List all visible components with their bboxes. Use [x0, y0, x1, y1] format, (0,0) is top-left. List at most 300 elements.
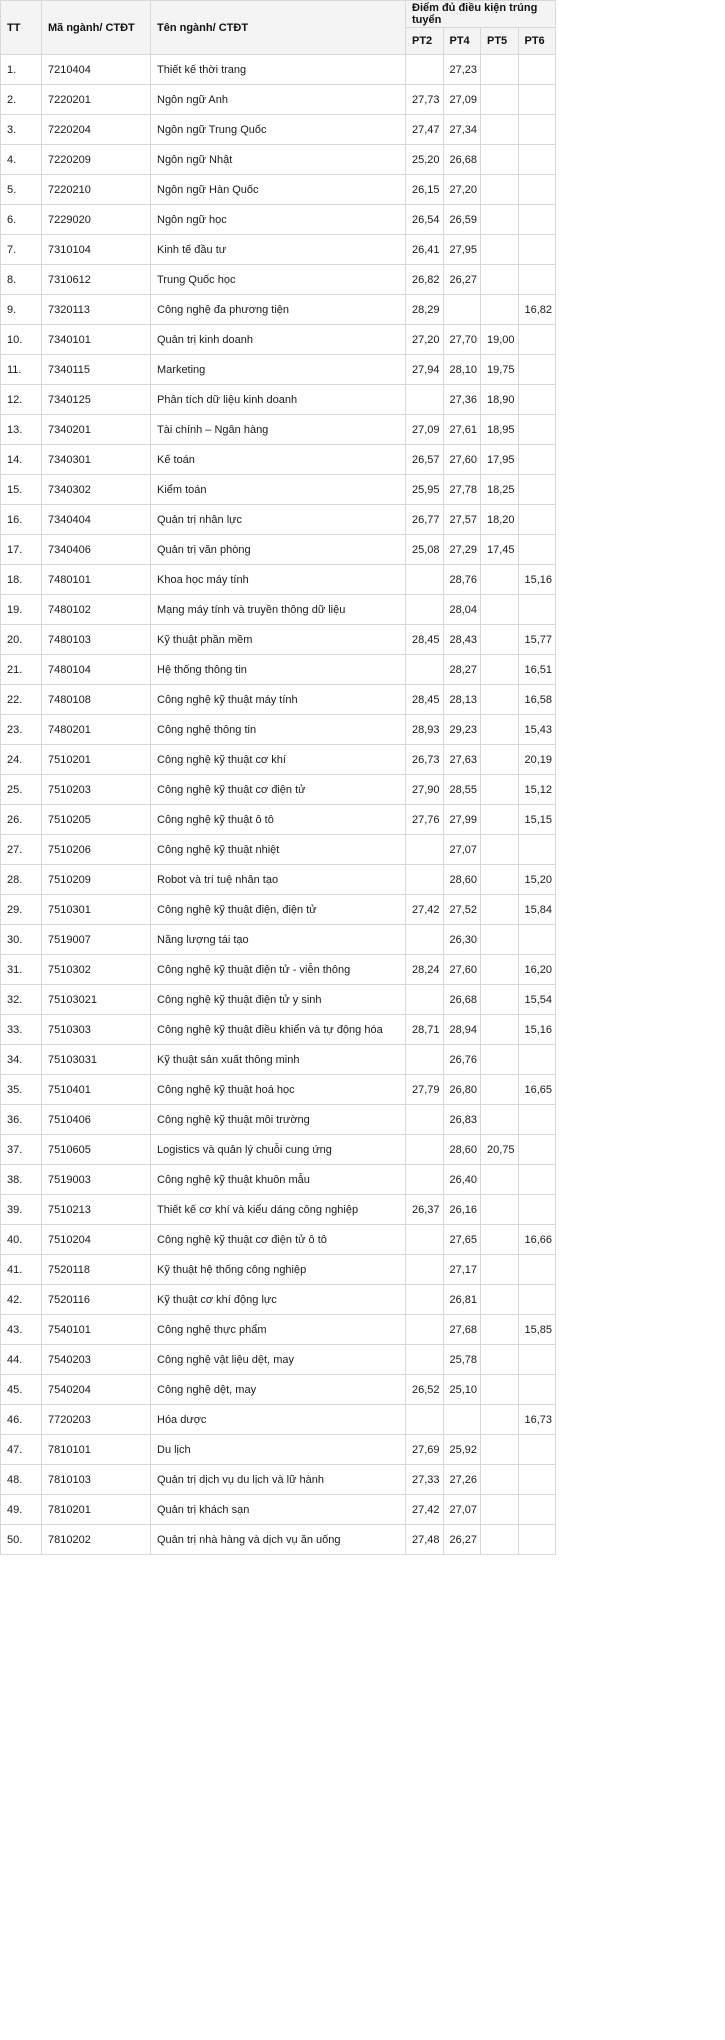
cell-tt: 19. — [1, 595, 42, 625]
cell-pt6 — [518, 205, 556, 235]
cell-major-code: 7340125 — [42, 385, 151, 415]
cell-major-name: Ngôn ngữ Hàn Quốc — [151, 175, 406, 205]
cell-pt6: 15,77 — [518, 625, 556, 655]
cell-pt5 — [481, 895, 519, 925]
table-row — [1, 1255, 556, 1285]
cell-major-code: 7510203 — [42, 775, 151, 805]
cell-pt2: 26,52 — [406, 1375, 444, 1405]
cell-tt: 41. — [1, 1255, 42, 1285]
cell-pt6 — [518, 1435, 556, 1465]
cell-pt6 — [518, 145, 556, 175]
cell-pt4: 27,95 — [443, 235, 481, 265]
cell-pt4: 28,60 — [443, 1135, 481, 1165]
cell-major-name: Quản trị kinh doanh — [151, 325, 406, 355]
cell-pt2 — [406, 1405, 444, 1435]
table-row — [1, 865, 556, 895]
cell-major-code: 7220210 — [42, 175, 151, 205]
cell-pt2 — [406, 1135, 444, 1165]
table-row — [1, 685, 556, 715]
cell-pt5 — [481, 1435, 519, 1465]
cell-pt2: 26,54 — [406, 205, 444, 235]
cell-major-name: Công nghệ thực phẩm — [151, 1315, 406, 1345]
cell-major-name: Tài chính – Ngân hàng — [151, 415, 406, 445]
cell-tt: 25. — [1, 775, 42, 805]
cell-tt: 21. — [1, 655, 42, 685]
cell-tt: 14. — [1, 445, 42, 475]
cell-major-code: 7340404 — [42, 505, 151, 535]
cell-pt5 — [481, 1495, 519, 1525]
cell-pt6 — [518, 1525, 556, 1555]
cell-major-name: Quản trị khách sạn — [151, 1495, 406, 1525]
cell-major-name: Công nghệ dệt, may — [151, 1375, 406, 1405]
cell-pt4: 28,76 — [443, 565, 481, 595]
cell-pt2: 28,93 — [406, 715, 444, 745]
cell-major-name: Công nghệ thông tin — [151, 715, 406, 745]
cell-tt: 42. — [1, 1285, 42, 1315]
cell-pt2 — [406, 1255, 444, 1285]
cell-pt5 — [481, 775, 519, 805]
cell-major-name: Kiểm toán — [151, 475, 406, 505]
cell-pt5 — [481, 265, 519, 295]
table-row — [1, 1105, 556, 1135]
cell-tt: 22. — [1, 685, 42, 715]
column-header-pt5: PT5 — [481, 28, 519, 55]
cell-major-name: Hệ thống thông tin — [151, 655, 406, 685]
cell-pt5 — [481, 655, 519, 685]
cell-pt4: 25,92 — [443, 1435, 481, 1465]
cell-major-code: 7480101 — [42, 565, 151, 595]
cell-pt4: 26,83 — [443, 1105, 481, 1135]
table-row — [1, 1075, 556, 1105]
cell-major-code: 7810201 — [42, 1495, 151, 1525]
cell-pt2 — [406, 1165, 444, 1195]
cell-pt5 — [481, 235, 519, 265]
cell-pt5 — [481, 1105, 519, 1135]
cell-pt2: 28,45 — [406, 685, 444, 715]
cell-pt5 — [481, 565, 519, 595]
cell-pt2 — [406, 565, 444, 595]
cell-pt6: 15,85 — [518, 1315, 556, 1345]
cell-tt: 31. — [1, 955, 42, 985]
cell-pt5: 18,25 — [481, 475, 519, 505]
cell-major-name: Công nghệ kỹ thuật điều khiển và tự động hóa — [151, 1015, 406, 1045]
cell-tt: 46. — [1, 1405, 42, 1435]
cell-pt6 — [518, 1495, 556, 1525]
table-row — [1, 775, 556, 805]
table-row — [1, 805, 556, 835]
cell-major-name: Quản trị nhà hàng và dịch vụ ăn uống — [151, 1525, 406, 1555]
cell-pt6: 15,43 — [518, 715, 556, 745]
cell-pt6: 16,58 — [518, 685, 556, 715]
cell-pt5 — [481, 715, 519, 745]
cell-major-name: Du lịch — [151, 1435, 406, 1465]
cell-pt4: 27,70 — [443, 325, 481, 355]
cell-pt5 — [481, 1525, 519, 1555]
cell-pt5 — [481, 85, 519, 115]
cell-major-name: Công nghệ đa phương tiện — [151, 295, 406, 325]
column-header-score-group: Điểm đủ điều kiện trúng tuyển — [406, 1, 556, 28]
table-row — [1, 835, 556, 865]
cell-pt4: 27,52 — [443, 895, 481, 925]
cell-pt5: 18,95 — [481, 415, 519, 445]
cell-major-name: Công nghệ kỹ thuật máy tính — [151, 685, 406, 715]
cell-pt6 — [518, 1165, 556, 1195]
cell-pt5 — [481, 955, 519, 985]
table-body — [1, 55, 556, 1555]
cell-major-code: 7340301 — [42, 445, 151, 475]
table-row — [1, 55, 556, 85]
cell-pt4: 27,34 — [443, 115, 481, 145]
cell-pt6 — [518, 925, 556, 955]
cell-tt: 34. — [1, 1045, 42, 1075]
cell-pt5: 17,95 — [481, 445, 519, 475]
cell-tt: 33. — [1, 1015, 42, 1045]
cell-pt5 — [481, 625, 519, 655]
cell-pt6: 15,12 — [518, 775, 556, 805]
cell-pt6: 15,16 — [518, 1015, 556, 1045]
cell-major-code: 7510213 — [42, 1195, 151, 1225]
cell-pt2: 27,47 — [406, 115, 444, 145]
cell-major-name: Ngôn ngữ Nhật — [151, 145, 406, 175]
table-row — [1, 445, 556, 475]
cell-tt: 28. — [1, 865, 42, 895]
table-row — [1, 895, 556, 925]
cell-major-code: 7510303 — [42, 1015, 151, 1045]
table-row — [1, 1435, 556, 1465]
cell-pt4 — [443, 1405, 481, 1435]
cell-major-code: 7220204 — [42, 115, 151, 145]
cell-tt: 16. — [1, 505, 42, 535]
cell-pt6 — [518, 355, 556, 385]
cell-major-code: 7480201 — [42, 715, 151, 745]
cell-pt4: 27,07 — [443, 835, 481, 865]
cell-pt5 — [481, 1195, 519, 1225]
cell-major-name: Mạng máy tính và truyền thông dữ liệu — [151, 595, 406, 625]
cell-pt2 — [406, 1345, 444, 1375]
cell-pt2 — [406, 1285, 444, 1315]
cell-pt5 — [481, 1465, 519, 1495]
cell-tt: 12. — [1, 385, 42, 415]
cell-pt2: 25,20 — [406, 145, 444, 175]
table-row — [1, 265, 556, 295]
table-row — [1, 1525, 556, 1555]
cell-major-name: Phân tích dữ liệu kinh doanh — [151, 385, 406, 415]
cell-major-code: 7510401 — [42, 1075, 151, 1105]
cell-pt4: 28,04 — [443, 595, 481, 625]
cell-pt5 — [481, 745, 519, 775]
cell-tt: 9. — [1, 295, 42, 325]
cell-major-name: Kinh tế đầu tư — [151, 235, 406, 265]
table-row — [1, 655, 556, 685]
cell-pt4: 28,10 — [443, 355, 481, 385]
table-row — [1, 595, 556, 625]
cell-major-code: 75103021 — [42, 985, 151, 1015]
cell-pt5: 18,90 — [481, 385, 519, 415]
table-row — [1, 745, 556, 775]
cell-major-name: Kế toán — [151, 445, 406, 475]
cell-pt5: 18,20 — [481, 505, 519, 535]
table-row — [1, 1465, 556, 1495]
cell-pt4: 27,36 — [443, 385, 481, 415]
cell-pt6 — [518, 265, 556, 295]
cell-pt5 — [481, 1285, 519, 1315]
cell-major-name: Công nghệ kỹ thuật nhiệt — [151, 835, 406, 865]
cell-major-code: 7340201 — [42, 415, 151, 445]
cell-tt: 7. — [1, 235, 42, 265]
cell-tt: 30. — [1, 925, 42, 955]
cell-pt2: 27,42 — [406, 1495, 444, 1525]
cell-pt2 — [406, 1045, 444, 1075]
cell-major-code: 7510301 — [42, 895, 151, 925]
cell-tt: 2. — [1, 85, 42, 115]
table-header — [1, 1, 556, 55]
cell-major-code: 7510204 — [42, 1225, 151, 1255]
table-row — [1, 475, 556, 505]
table-row — [1, 1405, 556, 1435]
cell-major-code: 7340115 — [42, 355, 151, 385]
cell-major-code: 75103031 — [42, 1045, 151, 1075]
cell-pt2: 25,08 — [406, 535, 444, 565]
cell-pt5 — [481, 1045, 519, 1075]
cell-pt6 — [518, 175, 556, 205]
cell-pt2: 26,82 — [406, 265, 444, 295]
table-row — [1, 1375, 556, 1405]
cell-pt6: 16,51 — [518, 655, 556, 685]
cell-major-code: 7229020 — [42, 205, 151, 235]
cell-pt6: 15,16 — [518, 565, 556, 595]
cell-pt6: 16,66 — [518, 1225, 556, 1255]
cell-pt4: 25,10 — [443, 1375, 481, 1405]
cell-pt2 — [406, 1315, 444, 1345]
cell-major-code: 7540101 — [42, 1315, 151, 1345]
cell-tt: 27. — [1, 835, 42, 865]
cell-pt5 — [481, 1315, 519, 1345]
table-row — [1, 1165, 556, 1195]
cell-pt4: 26,27 — [443, 1525, 481, 1555]
cell-pt5 — [481, 55, 519, 85]
table-row — [1, 295, 556, 325]
cell-pt4: 27,99 — [443, 805, 481, 835]
cell-pt2: 27,73 — [406, 85, 444, 115]
cell-pt5 — [481, 115, 519, 145]
cell-tt: 44. — [1, 1345, 42, 1375]
cell-tt: 11. — [1, 355, 42, 385]
table-row — [1, 505, 556, 535]
cell-pt2: 27,79 — [406, 1075, 444, 1105]
cell-pt6: 15,20 — [518, 865, 556, 895]
table-row — [1, 1195, 556, 1225]
table-row — [1, 205, 556, 235]
cell-major-code: 7220201 — [42, 85, 151, 115]
cell-pt6: 16,73 — [518, 1405, 556, 1435]
cell-pt4: 26,68 — [443, 985, 481, 1015]
cell-pt5 — [481, 805, 519, 835]
cell-major-name: Công nghệ kỹ thuật khuôn mẫu — [151, 1165, 406, 1195]
cell-pt5 — [481, 145, 519, 175]
cell-pt4: 27,17 — [443, 1255, 481, 1285]
table-row — [1, 1495, 556, 1525]
cell-major-code: 7340101 — [42, 325, 151, 355]
table-row — [1, 325, 556, 355]
cell-pt6: 15,84 — [518, 895, 556, 925]
column-header-major-name: Tên ngành/ CTĐT — [151, 1, 406, 55]
cell-pt5 — [481, 1165, 519, 1195]
cell-pt5 — [481, 205, 519, 235]
cell-pt6 — [518, 1465, 556, 1495]
cell-major-name: Robot và trí tuệ nhân tạo — [151, 865, 406, 895]
cell-major-code: 7810101 — [42, 1435, 151, 1465]
cell-pt6 — [518, 1345, 556, 1375]
cell-pt5 — [481, 685, 519, 715]
table-row — [1, 625, 556, 655]
cell-tt: 5. — [1, 175, 42, 205]
cell-pt2: 27,90 — [406, 775, 444, 805]
cell-pt5 — [481, 1375, 519, 1405]
cell-major-code: 7510302 — [42, 955, 151, 985]
cell-pt4: 27,26 — [443, 1465, 481, 1495]
cell-pt4: 26,80 — [443, 1075, 481, 1105]
cell-pt2 — [406, 985, 444, 1015]
cell-tt: 39. — [1, 1195, 42, 1225]
cell-pt2: 27,42 — [406, 895, 444, 925]
cell-tt: 35. — [1, 1075, 42, 1105]
cell-major-name: Quản trị văn phòng — [151, 535, 406, 565]
cell-major-name: Công nghệ kỹ thuật điện tử y sinh — [151, 985, 406, 1015]
cell-pt4: 26,68 — [443, 145, 481, 175]
cell-pt2 — [406, 865, 444, 895]
cell-pt4: 27,61 — [443, 415, 481, 445]
cell-pt6 — [518, 535, 556, 565]
table-row — [1, 565, 556, 595]
cell-pt4: 27,20 — [443, 175, 481, 205]
cell-major-name: Công nghệ vật liệu dệt, may — [151, 1345, 406, 1375]
cell-major-code: 7810103 — [42, 1465, 151, 1495]
cell-major-name: Năng lượng tái tạo — [151, 925, 406, 955]
cell-major-name: Thiết kế thời trang — [151, 55, 406, 85]
cell-major-name: Hóa dược — [151, 1405, 406, 1435]
cell-pt2: 26,37 — [406, 1195, 444, 1225]
cell-pt5 — [481, 175, 519, 205]
cell-tt: 17. — [1, 535, 42, 565]
cell-major-name: Kỹ thuật hệ thống công nghiệp — [151, 1255, 406, 1285]
cell-tt: 47. — [1, 1435, 42, 1465]
table-row — [1, 145, 556, 175]
cell-pt4: 28,13 — [443, 685, 481, 715]
cell-major-code: 7480104 — [42, 655, 151, 685]
cell-pt4: 28,94 — [443, 1015, 481, 1045]
cell-tt: 38. — [1, 1165, 42, 1195]
cell-tt: 1. — [1, 55, 42, 85]
cell-tt: 43. — [1, 1315, 42, 1345]
cell-tt: 29. — [1, 895, 42, 925]
cell-major-code: 7340302 — [42, 475, 151, 505]
cell-pt4: 26,30 — [443, 925, 481, 955]
cell-pt6: 20,19 — [518, 745, 556, 775]
cell-major-name: Ngôn ngữ Trung Quốc — [151, 115, 406, 145]
cell-pt2: 26,15 — [406, 175, 444, 205]
cell-pt2 — [406, 1225, 444, 1255]
cell-major-name: Công nghệ kỹ thuật điện tử - viễn thông — [151, 955, 406, 985]
cell-tt: 15. — [1, 475, 42, 505]
cell-pt4: 27,63 — [443, 745, 481, 775]
cell-major-name: Công nghệ kỹ thuật môi trường — [151, 1105, 406, 1135]
table-row — [1, 175, 556, 205]
cell-pt4: 27,68 — [443, 1315, 481, 1345]
cell-pt6 — [518, 85, 556, 115]
cell-pt6: 16,82 — [518, 295, 556, 325]
cell-major-code: 7210404 — [42, 55, 151, 85]
cell-pt4: 26,16 — [443, 1195, 481, 1225]
cell-pt2 — [406, 925, 444, 955]
cell-pt2: 28,29 — [406, 295, 444, 325]
cell-pt4: 27,09 — [443, 85, 481, 115]
cell-pt6: 16,65 — [518, 1075, 556, 1105]
cell-pt5 — [481, 835, 519, 865]
cell-tt: 36. — [1, 1105, 42, 1135]
cell-major-code: 7520118 — [42, 1255, 151, 1285]
cell-major-name: Thiết kế cơ khí và kiểu dáng công nghiệp — [151, 1195, 406, 1225]
cell-pt2: 27,09 — [406, 415, 444, 445]
cell-major-name: Khoa học máy tính — [151, 565, 406, 595]
cell-tt: 32. — [1, 985, 42, 1015]
table-row — [1, 985, 556, 1015]
table-row — [1, 1315, 556, 1345]
cell-major-code: 7320113 — [42, 295, 151, 325]
cell-pt2: 26,73 — [406, 745, 444, 775]
cell-pt2: 26,41 — [406, 235, 444, 265]
cell-pt4: 27,29 — [443, 535, 481, 565]
cell-pt6 — [518, 475, 556, 505]
cell-pt5 — [481, 1075, 519, 1105]
cell-major-name: Công nghệ kỹ thuật ô tô — [151, 805, 406, 835]
cell-tt: 24. — [1, 745, 42, 775]
cell-pt2: 27,20 — [406, 325, 444, 355]
cell-pt2: 27,69 — [406, 1435, 444, 1465]
cell-pt2 — [406, 595, 444, 625]
cell-pt5 — [481, 1405, 519, 1435]
table-row — [1, 1135, 556, 1165]
cell-pt6: 16,20 — [518, 955, 556, 985]
cell-pt4: 26,76 — [443, 1045, 481, 1075]
cell-pt4: 28,43 — [443, 625, 481, 655]
cell-tt: 20. — [1, 625, 42, 655]
cell-pt6 — [518, 1375, 556, 1405]
cell-tt: 18. — [1, 565, 42, 595]
cell-major-name: Công nghệ kỹ thuật điện, điện tử — [151, 895, 406, 925]
table-row — [1, 1045, 556, 1075]
cell-major-code: 7519003 — [42, 1165, 151, 1195]
cell-tt: 13. — [1, 415, 42, 445]
cell-pt5 — [481, 595, 519, 625]
cell-major-name: Kỹ thuật cơ khí động lực — [151, 1285, 406, 1315]
cell-pt6 — [518, 385, 556, 415]
cell-major-name: Ngôn ngữ Anh — [151, 85, 406, 115]
cell-tt: 26. — [1, 805, 42, 835]
cell-pt2: 26,77 — [406, 505, 444, 535]
cell-major-code: 7510205 — [42, 805, 151, 835]
cell-major-name: Kỹ thuật sản xuất thông minh — [151, 1045, 406, 1075]
cell-pt5 — [481, 925, 519, 955]
cell-pt6 — [518, 835, 556, 865]
cell-pt5 — [481, 865, 519, 895]
column-header-tt: TT — [1, 1, 42, 55]
table-row — [1, 415, 556, 445]
cell-pt6 — [518, 1135, 556, 1165]
cell-pt2: 27,94 — [406, 355, 444, 385]
cell-pt4: 26,81 — [443, 1285, 481, 1315]
cell-pt6 — [518, 325, 556, 355]
cell-major-code: 7510201 — [42, 745, 151, 775]
